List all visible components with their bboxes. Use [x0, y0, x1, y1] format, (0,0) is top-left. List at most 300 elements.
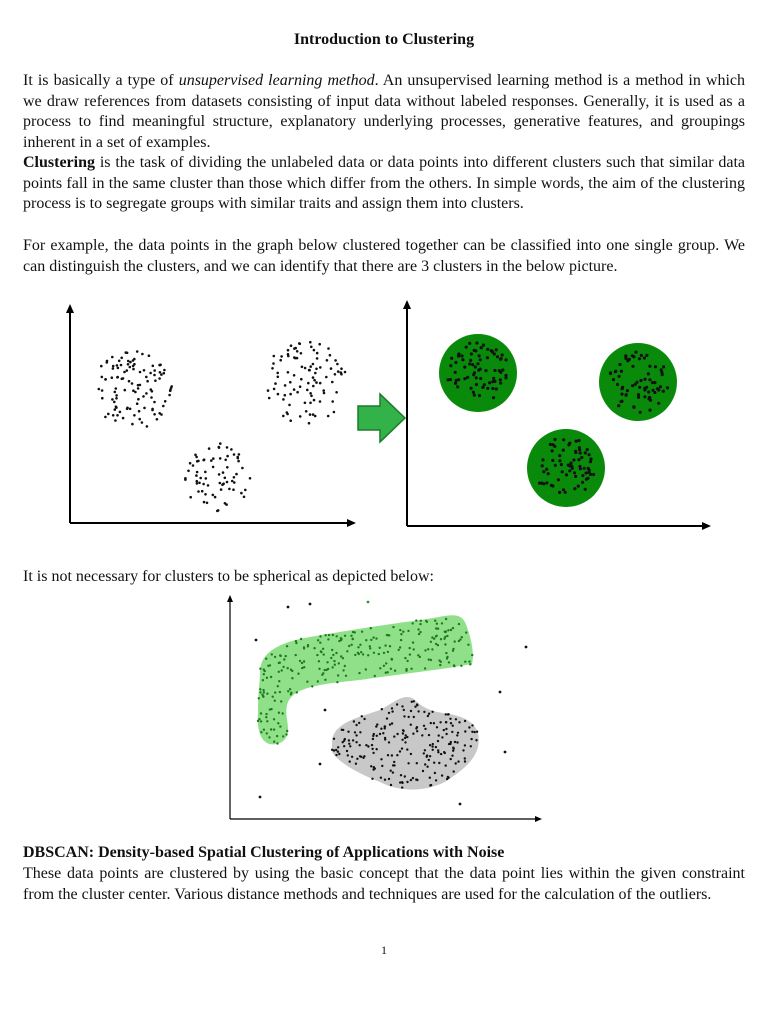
data-point [153, 401, 156, 404]
data-point [464, 760, 466, 762]
data-point [323, 392, 326, 395]
data-point [639, 379, 642, 382]
data-point [184, 478, 187, 481]
section-heading-dbscan: DBSCAN: Density-based Spatial Clustering of Applications with Noise [23, 844, 505, 861]
data-point [570, 465, 573, 468]
data-point [100, 365, 103, 368]
data-point [313, 379, 316, 382]
data-point [299, 660, 301, 662]
data-point [113, 401, 116, 404]
data-point [413, 700, 415, 702]
data-point [115, 397, 118, 400]
data-point [262, 679, 264, 681]
data-point [486, 387, 489, 390]
data-point [336, 635, 338, 637]
data-point [454, 382, 457, 385]
data-point [589, 457, 592, 460]
data-point [265, 716, 267, 718]
data-point [126, 369, 129, 372]
data-point [426, 766, 428, 768]
data-point [237, 460, 240, 463]
data-point [428, 734, 430, 736]
data-point [437, 644, 439, 646]
data-point [117, 367, 120, 370]
data-point [371, 778, 373, 780]
data-point [476, 731, 478, 733]
data-point [452, 750, 454, 752]
data-point [290, 692, 292, 694]
noise-point [259, 796, 262, 799]
data-point [400, 774, 402, 776]
data-point [651, 389, 654, 392]
data-point [488, 381, 491, 384]
data-point [433, 638, 435, 640]
data-point [504, 374, 507, 377]
data-point [390, 770, 392, 772]
data-point [309, 392, 312, 395]
data-point [434, 620, 436, 622]
data-point [342, 669, 344, 671]
data-point [143, 369, 146, 372]
data-point [218, 473, 221, 476]
data-point [445, 652, 447, 654]
data-point [136, 402, 139, 405]
data-point [484, 369, 487, 372]
paragraph-nonspherical: It is not necessary for clusters to be spherical as depicted below: [23, 568, 434, 585]
data-point [501, 353, 504, 356]
data-point [400, 639, 402, 641]
data-point [365, 744, 367, 746]
data-point [390, 668, 392, 670]
data-point [106, 361, 109, 364]
data-point [447, 776, 449, 778]
data-point [402, 732, 404, 734]
data-point [499, 358, 502, 361]
data-point [573, 471, 576, 474]
data-point [160, 413, 163, 416]
data-point [583, 467, 586, 470]
data-point [290, 669, 292, 671]
data-point [270, 676, 272, 678]
data-point [558, 491, 561, 494]
data-point [419, 623, 421, 625]
data-point [284, 384, 287, 387]
data-point [391, 722, 393, 724]
data-point [449, 718, 451, 720]
data-point [351, 756, 353, 758]
noise-point [525, 646, 528, 649]
data-point [128, 380, 131, 383]
data-point [115, 387, 118, 390]
data-point [618, 375, 621, 378]
data-point [574, 475, 577, 478]
data-point [354, 731, 356, 733]
data-point [297, 673, 299, 675]
data-point [463, 366, 466, 369]
data-point [456, 741, 458, 743]
data-point [466, 376, 469, 379]
data-point [470, 738, 472, 740]
data-point [309, 402, 312, 405]
data-point [444, 631, 446, 633]
data-point [379, 733, 381, 735]
data-point [362, 757, 364, 759]
data-point [326, 359, 329, 362]
data-point [310, 395, 313, 398]
data-point [346, 750, 348, 752]
data-point [443, 638, 445, 640]
data-point [125, 351, 128, 354]
data-point [120, 364, 123, 367]
data-point [295, 654, 297, 656]
data-point [464, 720, 466, 722]
data-point [575, 440, 578, 443]
data-point [626, 389, 629, 392]
data-point [369, 645, 371, 647]
data-point [379, 667, 381, 669]
data-point [316, 357, 319, 360]
noise-point [504, 751, 507, 754]
data-point [486, 356, 489, 359]
data-point [455, 762, 457, 764]
data-point [474, 731, 476, 733]
data-point [303, 660, 305, 662]
data-point [450, 357, 453, 360]
data-point [338, 640, 340, 642]
data-point [396, 754, 398, 756]
data-point [268, 736, 270, 738]
data-point [568, 469, 571, 472]
data-point [129, 361, 132, 364]
document-title: Introduction to Clustering [293, 31, 475, 48]
data-point [153, 413, 156, 416]
data-point [189, 496, 192, 499]
data-point [351, 644, 353, 646]
data-point [132, 365, 135, 368]
data-point [263, 729, 265, 731]
data-point [318, 343, 321, 346]
data-point [463, 377, 466, 380]
data-point [324, 669, 326, 671]
paragraph-example: For example, the data points in the graph below clustered together can be classified into one single group. We can distinguish the clusters, and we can identify that there are 3 clusters in the below picture. [23, 237, 745, 275]
data-point [335, 391, 338, 394]
data-point [438, 762, 440, 764]
data-point [557, 478, 560, 481]
data-point [612, 378, 615, 381]
data-point [127, 360, 130, 363]
data-point [416, 730, 418, 732]
data-point [654, 365, 657, 368]
data-point [551, 449, 554, 452]
data-point [393, 735, 395, 737]
data-point [456, 734, 458, 736]
data-point [331, 749, 333, 751]
data-point [324, 679, 326, 681]
data-point [356, 758, 358, 760]
data-point [290, 344, 293, 347]
data-point [396, 733, 398, 735]
data-point [376, 748, 378, 750]
data-point [380, 777, 382, 779]
data-point [280, 655, 282, 657]
data-point [241, 467, 244, 470]
data-point [288, 404, 291, 407]
data-point [132, 368, 135, 371]
data-point [289, 419, 292, 422]
data-point [490, 349, 493, 352]
data-point [584, 488, 587, 491]
data-point [439, 721, 441, 723]
data-point [138, 410, 141, 413]
data-point [412, 622, 414, 624]
data-point [662, 390, 665, 393]
noise-point [324, 709, 327, 712]
data-point [342, 729, 344, 731]
data-point [553, 438, 556, 441]
data-point [405, 668, 407, 670]
data-point [156, 418, 159, 421]
data-point [574, 451, 577, 454]
data-point [142, 395, 145, 398]
data-point [196, 480, 199, 483]
data-point [445, 713, 447, 715]
data-point [432, 743, 434, 745]
data-point [347, 731, 349, 733]
data-point [581, 474, 584, 477]
data-point [289, 688, 291, 690]
data-point [445, 764, 447, 766]
data-point [282, 415, 285, 418]
data-point [197, 490, 200, 493]
data-point [472, 391, 475, 394]
data-point [295, 640, 297, 642]
data-point [337, 674, 339, 676]
data-point [415, 727, 417, 729]
data-point [303, 647, 305, 649]
data-point [577, 439, 580, 442]
data-point [361, 631, 363, 633]
data-point [308, 369, 311, 372]
data-point [153, 374, 156, 377]
data-point [609, 372, 612, 375]
data-point [114, 419, 117, 422]
data-point [386, 717, 388, 719]
data-point [391, 707, 393, 709]
data-point [331, 400, 334, 403]
data-point [428, 759, 430, 761]
data-point [443, 729, 445, 731]
data-point [352, 631, 354, 633]
data-point [346, 650, 348, 652]
data-point [456, 385, 459, 388]
data-point [187, 470, 190, 473]
data-point [111, 398, 114, 401]
data-point [311, 685, 313, 687]
data-point [454, 741, 456, 743]
data-point [436, 726, 438, 728]
data-point [168, 394, 171, 397]
data-point [391, 710, 393, 712]
data-point [316, 352, 319, 355]
data-point [222, 471, 225, 474]
data-point [424, 749, 426, 751]
data-point [388, 712, 390, 714]
data-point [647, 390, 650, 393]
data-point [469, 663, 471, 665]
data-point [452, 650, 454, 652]
data-point [541, 464, 544, 467]
data-point [277, 393, 280, 396]
data-point [492, 377, 495, 380]
data-point [549, 443, 552, 446]
data-point [391, 658, 393, 660]
data-point [449, 743, 451, 745]
data-point [118, 360, 121, 363]
data-point [414, 706, 416, 708]
data-point [439, 664, 441, 666]
data-point [114, 391, 117, 394]
data-point [376, 723, 378, 725]
data-point [464, 730, 466, 732]
data-point [235, 473, 238, 476]
data-point [296, 350, 299, 353]
noise-point [309, 603, 312, 606]
data-point [115, 394, 118, 397]
data-point [150, 396, 153, 399]
data-point [141, 421, 144, 424]
right-plot [403, 300, 711, 530]
data-point [441, 622, 443, 624]
data-point [260, 731, 262, 733]
data-point [423, 725, 425, 727]
data-point [547, 472, 550, 475]
data-point [195, 456, 198, 459]
data-point [319, 366, 322, 369]
data-point [286, 645, 288, 647]
data-point [470, 387, 473, 390]
data-point [323, 653, 325, 655]
data-point [359, 731, 361, 733]
data-point [266, 720, 268, 722]
data-point [645, 354, 648, 357]
data-point [427, 648, 429, 650]
data-point [151, 390, 154, 393]
data-point [152, 365, 155, 368]
data-point [541, 458, 544, 461]
data-point [280, 700, 282, 702]
data-point [620, 370, 623, 373]
data-point [126, 408, 129, 411]
data-point [371, 748, 373, 750]
data-point [459, 638, 461, 640]
data-point [370, 627, 372, 629]
data-point [349, 760, 351, 762]
data-point [405, 734, 407, 736]
data-point [145, 392, 148, 395]
data-point [303, 666, 305, 668]
data-point [478, 354, 481, 357]
data-point [468, 362, 471, 365]
data-point [296, 691, 298, 693]
data-point [648, 365, 651, 368]
data-point [212, 457, 215, 460]
data-point [372, 752, 374, 754]
data-point [318, 668, 320, 670]
data-point [337, 751, 339, 753]
data-point [392, 771, 394, 773]
data-point [448, 661, 450, 663]
data-point [643, 378, 646, 381]
data-point [237, 457, 240, 460]
data-point [384, 738, 386, 740]
data-point [137, 398, 140, 401]
data-point [415, 619, 417, 621]
data-point [425, 620, 427, 622]
data-point [340, 367, 343, 370]
data-point [289, 393, 292, 396]
data-point [287, 667, 289, 669]
data-point [344, 371, 347, 374]
data-point [201, 490, 204, 493]
data-point [309, 413, 312, 416]
data-point [277, 685, 279, 687]
data-point [233, 476, 236, 479]
data-point [272, 362, 275, 365]
data-point [327, 347, 330, 350]
data-point [573, 487, 576, 490]
data-point [437, 751, 439, 753]
data-point [358, 653, 360, 655]
data-point [238, 453, 241, 456]
data-point [214, 496, 217, 499]
data-point [499, 371, 502, 374]
data-point [143, 407, 146, 410]
data-point [451, 755, 453, 757]
data-point [124, 389, 127, 392]
data-point [412, 733, 414, 735]
data-point [304, 402, 307, 405]
data-point [584, 451, 587, 454]
data-point [120, 357, 123, 360]
data-point [333, 738, 335, 740]
data-point [210, 459, 213, 462]
data-point [325, 376, 328, 379]
data-point [271, 653, 273, 655]
data-point [445, 721, 447, 723]
data-point [274, 656, 276, 658]
data-point [412, 641, 414, 643]
data-point [296, 357, 299, 360]
data-point [278, 680, 280, 682]
data-point [139, 371, 142, 374]
data-point [306, 681, 308, 683]
data-point [434, 772, 436, 774]
data-point [260, 720, 262, 722]
data-point [355, 741, 357, 743]
data-point [499, 382, 502, 385]
data-point [453, 747, 455, 749]
data-point [417, 628, 419, 630]
data-point [365, 668, 367, 670]
data-point [195, 474, 198, 477]
data-point [257, 720, 259, 722]
data-point [315, 368, 318, 371]
data-point [280, 355, 283, 358]
data-point [137, 387, 140, 390]
data-point [329, 354, 332, 357]
data-point [411, 701, 413, 703]
data-point [373, 766, 375, 768]
